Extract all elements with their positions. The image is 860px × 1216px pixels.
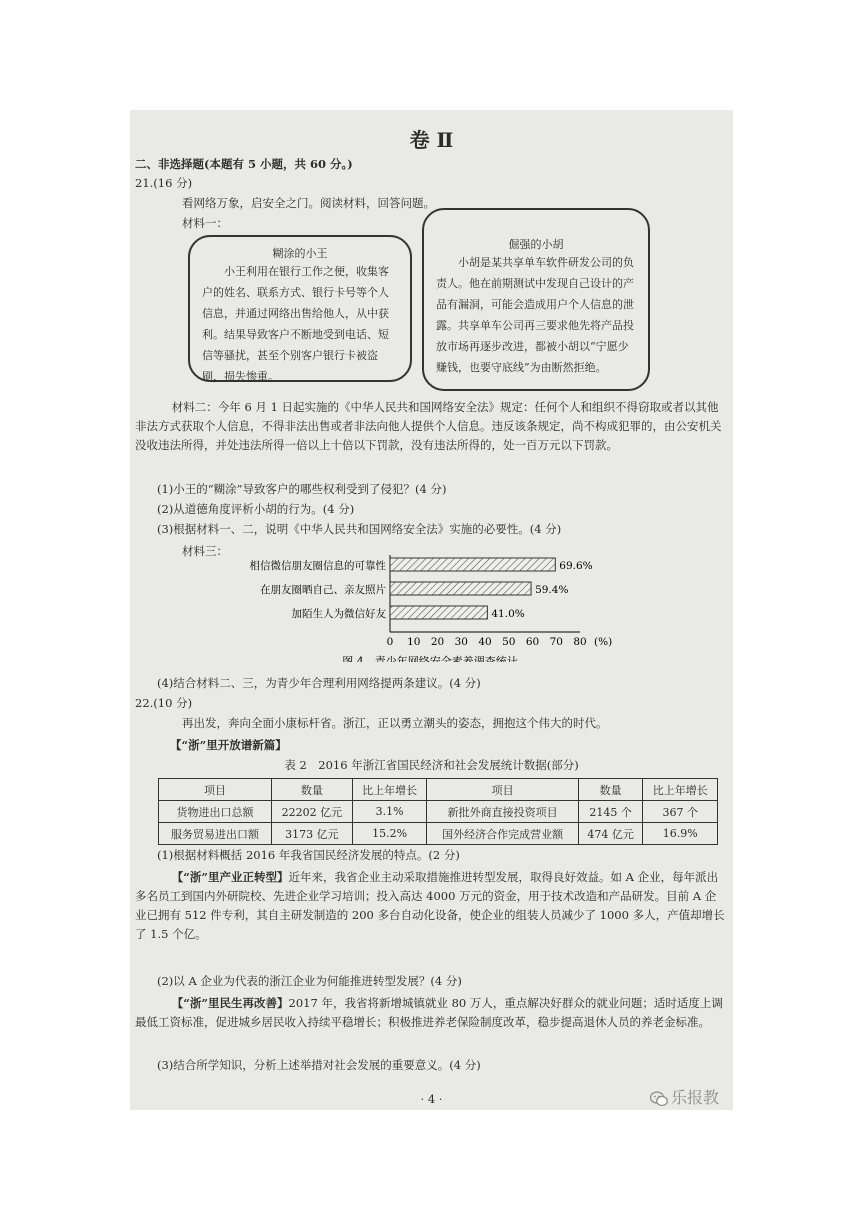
table-title: 表 2 2016 年浙江省国民经济和社会发展统计数据(部分)	[284, 758, 579, 772]
q22-sub2: (2)以 A 企业为代表的浙江企业为何能推进转型发展？(4 分)	[157, 974, 462, 988]
bar	[390, 582, 531, 595]
x-tick-label: 40	[478, 636, 492, 648]
q21-sub3: (3)根据材料一、二，说明《中华人民共和国网络安全法》实施的必要性。(4 分)	[157, 522, 562, 536]
x-unit-label: (%)	[594, 636, 613, 648]
x-tick-label: 60	[525, 636, 540, 648]
q22-sub1: (1)根据材料概括 2016 年我省国民经济发展的特点。(2 分)	[157, 848, 460, 862]
bar	[390, 558, 555, 571]
material2-text: 材料二：今年 6 月 1 日起实施的《中华人民共和国网络安全法》规定：任何个人和组织不得窃取或者以其他非法方式获取个人信息，不得非法出售或者非法向他人提供个人信息。违反该条规定，尚不构成犯罪的，由公安机关没收违法所得，并处违法所得一倍以上十倍以下罚款，没有违法所得的，处一百万元以下罚款。	[135, 400, 722, 452]
story-left-text: 小王利用在银行工作之便，收集客户的姓名、联系方式、银行卡号等个人信息，并通过网络出售给他人，从中获利。结果导致客户不断地受到电话、短信等骚扰，甚至个别客户银行卡被盗刷，损失惨重。	[202, 265, 389, 383]
table-header-cell: 比上年增长	[643, 779, 718, 801]
category-label: 加陌生人为微信好友	[291, 608, 386, 620]
x-tick-label: 30	[454, 636, 468, 648]
material3-label: 材料三：	[182, 544, 228, 558]
story-left-title: 糊涂的小王	[272, 247, 328, 260]
story-right-text: 小胡是某共享单车软件研发公司的负责人。他在前期测试中发现自己设计的产品有漏洞，可能会造成用户个人信息的泄露。共享单车公司再三要求他先将产品投放市场再逐步改进，都被小胡以“宁愿少赚钱，也要守底线”为由断然拒绝。	[436, 256, 634, 374]
section3-label: 【“浙”里民生再改善】	[171, 996, 289, 1010]
table-cell: 新批外商直接投资项目	[427, 801, 578, 823]
watermark	[650, 1085, 719, 1108]
section-header: 二、非选择题(本题有 5 小题，共 60 分。)	[135, 157, 353, 171]
table-cell: 2145 个	[578, 801, 643, 823]
table-cell: 16.9%	[643, 823, 718, 845]
exam-paper	[130, 110, 733, 1110]
wechat-icon	[650, 1091, 668, 1107]
section3-text: 2017 年，我省将新增城镇就业 80 万人，重点解决好群众的就业问题；适时适度上调最低工资标准，促进城乡居民收入持续平稳增长；积极推进养老保险制度改革，稳步提高退休人员的养老金标准。	[135, 996, 723, 1029]
page-number: · 4 ·	[420, 1092, 443, 1106]
story-box-right	[422, 208, 650, 391]
story-box-left	[188, 235, 412, 382]
table-cell: 15.2%	[352, 823, 427, 845]
statistics-table	[158, 778, 718, 845]
q22-intro: 再出发，奔向全面小康标杆省。浙江，正以勇立潮头的姿态，拥抱这个伟大的时代。	[182, 716, 608, 730]
value-label: 69.6%	[559, 560, 593, 572]
q21-sub1: (1)小王的“糊涂”导致客户的哪些权利受到了侵犯？(4 分)	[157, 482, 447, 496]
table-header-cell: 项目	[159, 779, 272, 801]
x-tick-label: 20	[430, 636, 445, 648]
section2-text: 近年来，我省企业主动采取措施推进转型发展，取得良好效益。如 A 企业，每年派出多名员工到国内外研院校、先进企业学习培训；投入高达 4000 万元的资金，用于技术改造和产品研发。目前 A 企业已拥有 512 件专利，其自主研发制造的 200 多台自动化设备，使企业的组装人员减少了 1000 多人，产值却增长了 1.5 个亿。	[135, 870, 725, 941]
category-label: 相信微信朋友圈信息的可靠性	[249, 560, 386, 572]
q22-section3	[135, 994, 725, 1032]
table-cell: 3.1%	[352, 801, 427, 823]
table-row	[159, 801, 718, 823]
chart-title: 图 4 青少年网络安全素养调查统计	[342, 655, 518, 662]
table-cell: 国外经济合作完成营业额	[427, 823, 578, 845]
q22-section1: 【“浙”里开放谱新篇】	[170, 738, 287, 752]
x-tick-label: 70	[549, 636, 563, 648]
table-cell: 367 个	[643, 801, 718, 823]
q21-number: 21.(16 分)	[135, 176, 193, 190]
material1-label: 材料一：	[182, 216, 228, 230]
category-label: 在朋友圈晒自己、亲友照片	[260, 584, 386, 596]
table-header-cell: 项目	[427, 779, 578, 801]
bar	[390, 606, 487, 619]
table-cell: 474 亿元	[578, 823, 643, 845]
table-header-cell: 数量	[271, 779, 352, 801]
watermark-text: 乐报教	[671, 1088, 720, 1107]
table-cell: 服务贸易进出口额	[159, 823, 272, 845]
value-label: 59.4%	[535, 584, 569, 596]
table-header-cell: 数量	[578, 779, 643, 801]
section2-label: 【“浙”里产业正转型】	[171, 870, 289, 884]
section-title: 卷 Ⅱ	[409, 128, 454, 152]
value-label: 41.0%	[491, 608, 525, 620]
x-tick-label: 10	[407, 636, 421, 648]
table-header-row	[159, 779, 718, 801]
survey-bar-chart	[130, 550, 733, 662]
x-tick-label: 0	[386, 636, 394, 648]
table-cell: 3173 亿元	[271, 823, 352, 845]
q22-section2	[135, 868, 725, 944]
q21-intro: 看网络万象，启安全之门。阅读材料，回答问题。	[182, 196, 435, 210]
table-row	[159, 823, 718, 845]
q21-sub4: (4)结合材料二、三，为青少年合理利用网络提两条建议。(4 分)	[157, 676, 481, 690]
x-tick-label: 80	[573, 636, 587, 648]
table-cell: 货物进出口总额	[159, 801, 272, 823]
survey-chart	[130, 550, 733, 662]
x-tick-label: 50	[502, 636, 516, 648]
q21-sub2: (2)从道德角度评析小胡的行为。(4 分)	[157, 502, 355, 516]
story-right-title: 倔强的小胡	[508, 238, 564, 251]
q22-sub3: (3)结合所学知识，分析上述举措对社会发展的重要意义。(4 分)	[157, 1058, 481, 1072]
q22-number: 22.(10 分)	[135, 696, 193, 710]
table-cell: 22202 亿元	[271, 801, 352, 823]
table-header-cell: 比上年增长	[352, 779, 427, 801]
